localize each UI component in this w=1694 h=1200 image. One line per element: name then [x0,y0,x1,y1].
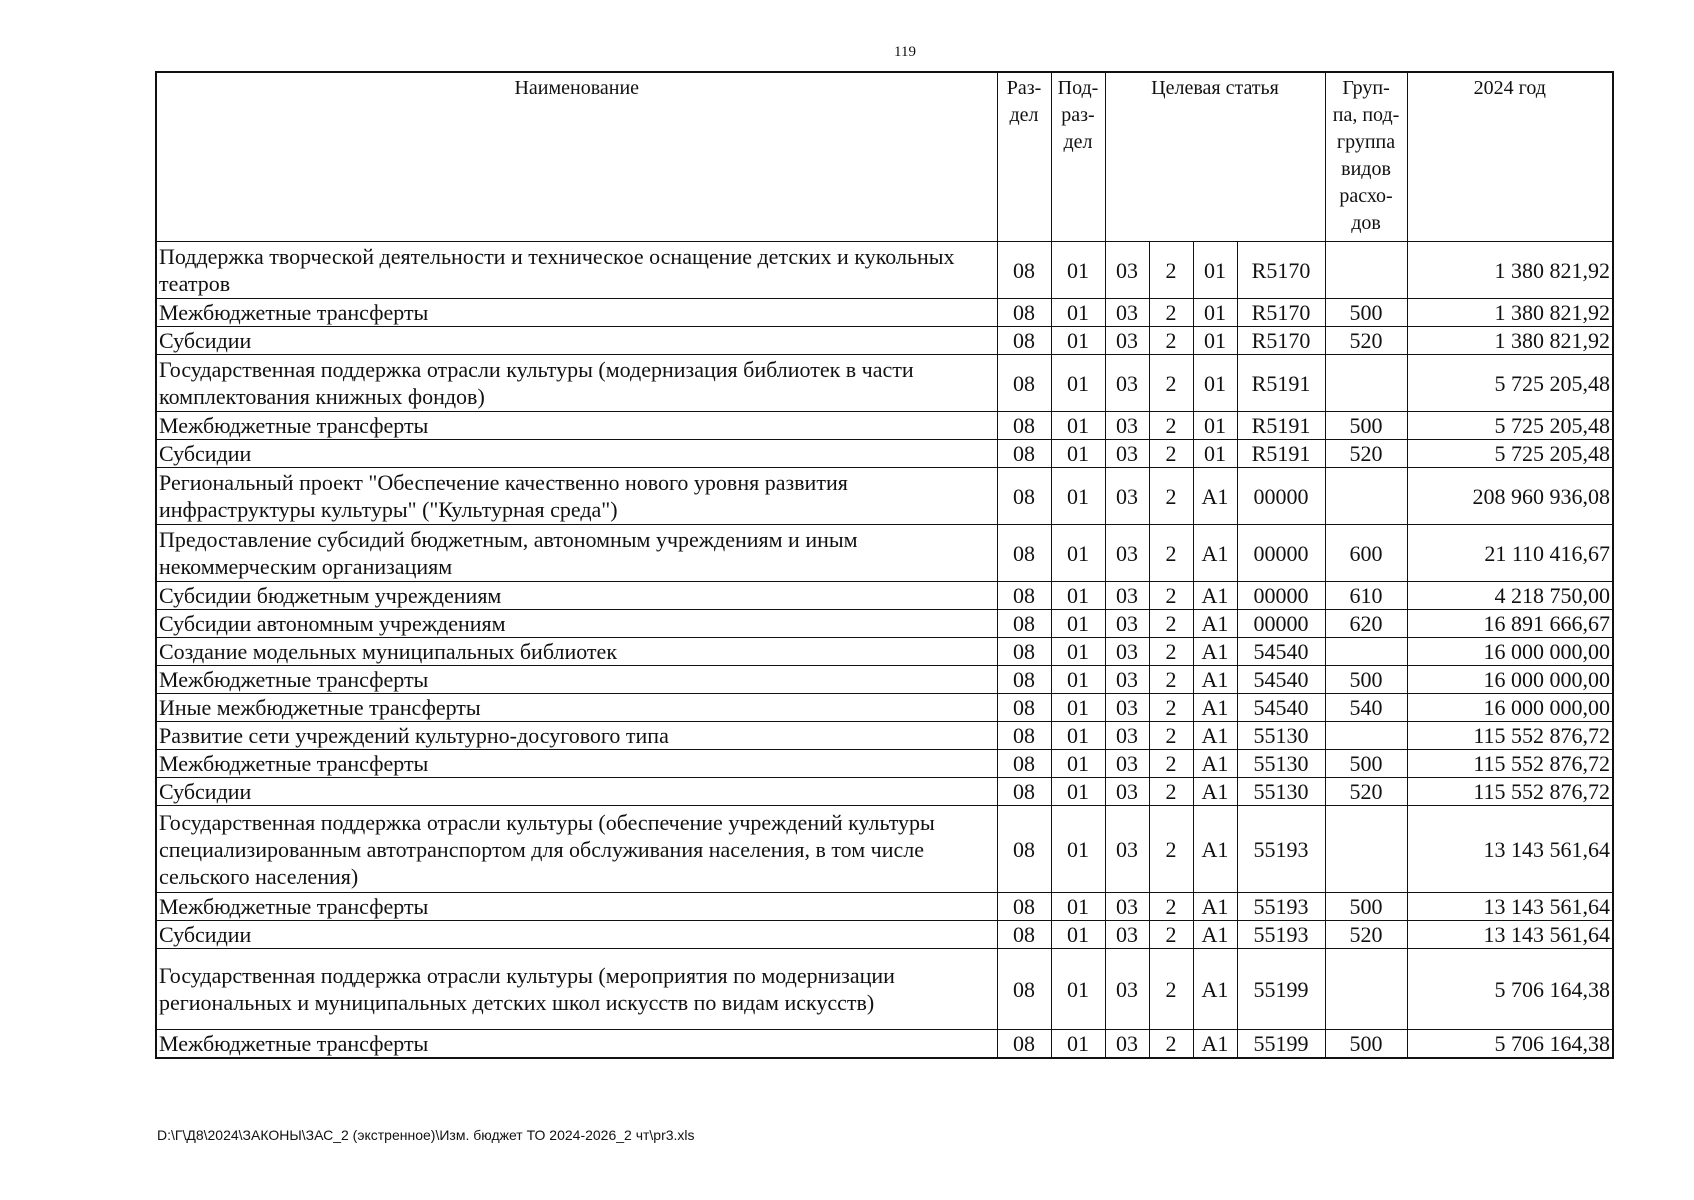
row-target-4: 55193 [1237,921,1325,949]
row-target-2: 2 [1149,638,1193,666]
row-target-1: 03 [1105,242,1149,299]
row-razdel: 08 [997,778,1051,806]
row-target-1: 03 [1105,949,1149,1030]
header-podrazdel: Под- раз- дел [1051,72,1105,242]
row-amount: 115 552 876,72 [1407,722,1613,750]
row-amount: 1 380 821,92 [1407,242,1613,299]
row-target-2: 2 [1149,440,1193,468]
table-row [156,722,1613,750]
row-target-2: 2 [1149,355,1193,412]
row-name: Создание модельных муниципальных библиотек [156,638,997,666]
row-name: Государственная поддержка отрасли культуры (мероприятия по модернизации региональных и муниципальных детских школ искусств по видам искусств) [156,949,997,1030]
row-target-1: 03 [1105,694,1149,722]
row-target-4: R5170 [1237,242,1325,299]
row-group: 500 [1325,1030,1407,1059]
row-name: Субсидии бюджетным учреждениям [156,582,997,610]
row-podrazdel: 01 [1051,299,1105,327]
header-group: Груп- па, под- группа видов расхо- дов [1325,72,1407,242]
row-target-2: 2 [1149,525,1193,582]
row-group: 500 [1325,412,1407,440]
row-target-2: 2 [1149,893,1193,921]
row-razdel: 08 [997,327,1051,355]
row-target-1: 03 [1105,1030,1149,1059]
row-target-3: A1 [1193,638,1237,666]
row-target-2: 2 [1149,921,1193,949]
row-target-1: 03 [1105,893,1149,921]
row-target-2: 2 [1149,582,1193,610]
row-amount: 5 706 164,38 [1407,949,1613,1030]
row-amount: 16 000 000,00 [1407,638,1613,666]
row-target-2: 2 [1149,750,1193,778]
budget-table [155,71,1614,1059]
row-target-4: R5170 [1237,299,1325,327]
row-razdel: 08 [997,1030,1051,1059]
row-target-1: 03 [1105,440,1149,468]
table-row [156,638,1613,666]
row-name: Субсидии автономным учреждениям [156,610,997,638]
row-target-2: 2 [1149,949,1193,1030]
row-target-3: 01 [1193,355,1237,412]
row-target-3: A1 [1193,610,1237,638]
row-name: Межбюджетные трансферты [156,1030,997,1059]
row-amount: 16 000 000,00 [1407,666,1613,694]
row-podrazdel: 01 [1051,921,1105,949]
row-amount: 5 725 205,48 [1407,440,1613,468]
row-group [1325,355,1407,412]
row-group: 520 [1325,921,1407,949]
row-amount: 1 380 821,92 [1407,327,1613,355]
row-target-3: 01 [1193,327,1237,355]
row-target-2: 2 [1149,666,1193,694]
row-name: Поддержка творческой деятельности и техническое оснащение детских и кукольных театров [156,242,997,299]
row-target-4: 55130 [1237,778,1325,806]
row-target-4: R5191 [1237,412,1325,440]
row-target-4: 55130 [1237,722,1325,750]
row-podrazdel: 01 [1051,610,1105,638]
header-name: Наименование [156,72,997,242]
table-row [156,893,1613,921]
table-row [156,468,1613,525]
row-target-1: 03 [1105,750,1149,778]
row-target-4: 00000 [1237,582,1325,610]
row-target-4: 55130 [1237,750,1325,778]
row-group [1325,242,1407,299]
row-target-3: A1 [1193,921,1237,949]
table-row [156,582,1613,610]
row-group: 500 [1325,750,1407,778]
row-target-2: 2 [1149,412,1193,440]
table-row [156,355,1613,412]
row-target-2: 2 [1149,694,1193,722]
row-target-1: 03 [1105,582,1149,610]
row-amount: 16 891 666,67 [1407,610,1613,638]
row-group: 610 [1325,582,1407,610]
row-razdel: 08 [997,750,1051,778]
row-target-3: 01 [1193,440,1237,468]
row-podrazdel: 01 [1051,722,1105,750]
row-target-4: R5191 [1237,355,1325,412]
row-group: 500 [1325,666,1407,694]
row-razdel: 08 [997,242,1051,299]
row-podrazdel: 01 [1051,440,1105,468]
table-row [156,525,1613,582]
table-row [156,412,1613,440]
row-razdel: 08 [997,610,1051,638]
row-target-1: 03 [1105,666,1149,694]
row-target-4: 54540 [1237,666,1325,694]
table-header-row [156,72,1613,242]
row-target-4: R5191 [1237,440,1325,468]
table-row [156,694,1613,722]
row-target-2: 2 [1149,778,1193,806]
row-name: Предоставление субсидий бюджетным, автономным учреждениям и иным некоммерческим организациям [156,525,997,582]
row-amount: 208 960 936,08 [1407,468,1613,525]
row-target-1: 03 [1105,778,1149,806]
row-group [1325,806,1407,893]
row-podrazdel: 01 [1051,412,1105,440]
row-target-3: A1 [1193,750,1237,778]
row-podrazdel: 01 [1051,638,1105,666]
row-group [1325,722,1407,750]
row-razdel: 08 [997,440,1051,468]
row-target-2: 2 [1149,242,1193,299]
table-row [156,750,1613,778]
row-group [1325,949,1407,1030]
row-amount: 5 725 205,48 [1407,355,1613,412]
row-target-3: A1 [1193,694,1237,722]
row-razdel: 08 [997,921,1051,949]
row-name: Межбюджетные трансферты [156,412,997,440]
row-group [1325,638,1407,666]
row-razdel: 08 [997,666,1051,694]
row-target-3: A1 [1193,722,1237,750]
row-razdel: 08 [997,468,1051,525]
row-target-1: 03 [1105,921,1149,949]
row-target-4: 00000 [1237,525,1325,582]
row-podrazdel: 01 [1051,806,1105,893]
row-target-1: 03 [1105,806,1149,893]
row-group: 520 [1325,778,1407,806]
row-group: 500 [1325,893,1407,921]
table-body [156,242,1613,1059]
row-name: Межбюджетные трансферты [156,666,997,694]
row-name: Государственная поддержка отрасли культуры (модернизация библиотек в части комплектования книжных фондов) [156,355,997,412]
row-target-4: 55193 [1237,893,1325,921]
row-target-3: A1 [1193,1030,1237,1059]
row-name: Субсидии [156,440,997,468]
row-name: Субсидии [156,327,997,355]
row-target-3: 01 [1193,299,1237,327]
row-target-1: 03 [1105,412,1149,440]
row-podrazdel: 01 [1051,1030,1105,1059]
row-amount: 115 552 876,72 [1407,778,1613,806]
row-razdel: 08 [997,525,1051,582]
row-amount: 115 552 876,72 [1407,750,1613,778]
table-row [156,327,1613,355]
row-target-3: A1 [1193,778,1237,806]
row-name: Межбюджетные трансферты [156,299,997,327]
row-target-2: 2 [1149,468,1193,525]
row-target-4: 54540 [1237,638,1325,666]
row-podrazdel: 01 [1051,582,1105,610]
row-target-2: 2 [1149,806,1193,893]
row-target-1: 03 [1105,638,1149,666]
row-razdel: 08 [997,412,1051,440]
row-group: 540 [1325,694,1407,722]
row-group: 620 [1325,610,1407,638]
row-name: Субсидии [156,778,997,806]
row-target-2: 2 [1149,299,1193,327]
row-target-3: A1 [1193,582,1237,610]
row-target-3: A1 [1193,525,1237,582]
row-target-3: A1 [1193,666,1237,694]
table-row [156,440,1613,468]
row-razdel: 08 [997,638,1051,666]
row-group [1325,468,1407,525]
row-target-3: A1 [1193,949,1237,1030]
file-path-footer: D:\Г\Д8\2024\ЗАКОНЫ\ЗАС_2 (экстренное)\Изм. бюджет ТО 2024-2026_2 чт\pr3.xls [157,1127,695,1143]
row-target-4: 55193 [1237,806,1325,893]
row-target-4: 00000 [1237,610,1325,638]
row-podrazdel: 01 [1051,750,1105,778]
row-target-3: A1 [1193,893,1237,921]
row-amount: 13 143 561,64 [1407,893,1613,921]
row-amount: 16 000 000,00 [1407,694,1613,722]
row-group: 520 [1325,327,1407,355]
row-podrazdel: 01 [1051,778,1105,806]
row-name: Субсидии [156,921,997,949]
row-name: Региональный проект "Обеспечение качественно нового уровня развития инфраструктуры культуры" ("Культурная среда") [156,468,997,525]
row-group: 500 [1325,299,1407,327]
row-razdel: 08 [997,582,1051,610]
row-razdel: 08 [997,893,1051,921]
row-target-3: 01 [1193,242,1237,299]
row-name: Государственная поддержка отрасли культуры (обеспечение учреждений культуры специализированным автотранспортом для обслуживания населения, в том числе сельского населения) [156,806,997,893]
row-amount: 13 143 561,64 [1407,806,1613,893]
table-row [156,1030,1613,1059]
row-name: Межбюджетные трансферты [156,750,997,778]
row-razdel: 08 [997,722,1051,750]
row-podrazdel: 01 [1051,949,1105,1030]
row-target-1: 03 [1105,355,1149,412]
row-target-1: 03 [1105,722,1149,750]
row-target-3: A1 [1193,468,1237,525]
row-razdel: 08 [997,949,1051,1030]
row-target-1: 03 [1105,468,1149,525]
table-row [156,242,1613,299]
row-target-4: R5170 [1237,327,1325,355]
table-row [156,610,1613,638]
row-group: 600 [1325,525,1407,582]
row-amount: 5 706 164,38 [1407,1030,1613,1059]
row-target-1: 03 [1105,610,1149,638]
row-amount: 21 110 416,67 [1407,525,1613,582]
row-amount: 13 143 561,64 [1407,921,1613,949]
row-name: Иные межбюджетные трансферты [156,694,997,722]
row-podrazdel: 01 [1051,694,1105,722]
header-target-article: Целевая статья [1105,72,1325,242]
row-target-3: A1 [1193,806,1237,893]
row-target-4: 55199 [1237,949,1325,1030]
header-razdel: Раз- дел [997,72,1051,242]
row-podrazdel: 01 [1051,666,1105,694]
table-row [156,778,1613,806]
row-name: Межбюджетные трансферты [156,893,997,921]
row-target-4: 55199 [1237,1030,1325,1059]
row-amount: 5 725 205,48 [1407,412,1613,440]
table-row [156,921,1613,949]
row-amount: 1 380 821,92 [1407,299,1613,327]
row-target-1: 03 [1105,525,1149,582]
row-target-1: 03 [1105,327,1149,355]
row-razdel: 08 [997,694,1051,722]
row-razdel: 08 [997,299,1051,327]
row-target-3: 01 [1193,412,1237,440]
table-row [156,299,1613,327]
row-podrazdel: 01 [1051,327,1105,355]
row-podrazdel: 01 [1051,893,1105,921]
row-target-1: 03 [1105,299,1149,327]
row-amount: 4 218 750,00 [1407,582,1613,610]
row-podrazdel: 01 [1051,242,1105,299]
row-target-2: 2 [1149,610,1193,638]
row-target-4: 54540 [1237,694,1325,722]
row-razdel: 08 [997,806,1051,893]
row-target-2: 2 [1149,327,1193,355]
row-name: Развитие сети учреждений культурно-досугового типа [156,722,997,750]
row-podrazdel: 01 [1051,355,1105,412]
row-razdel: 08 [997,355,1051,412]
row-group: 520 [1325,440,1407,468]
page-number: 119 [894,44,916,60]
row-target-4: 00000 [1237,468,1325,525]
table-row [156,949,1613,1030]
table-row [156,666,1613,694]
row-target-2: 2 [1149,1030,1193,1059]
row-target-2: 2 [1149,722,1193,750]
row-podrazdel: 01 [1051,468,1105,525]
header-year: 2024 год [1407,72,1613,242]
table-row [156,806,1613,893]
row-podrazdel: 01 [1051,525,1105,582]
